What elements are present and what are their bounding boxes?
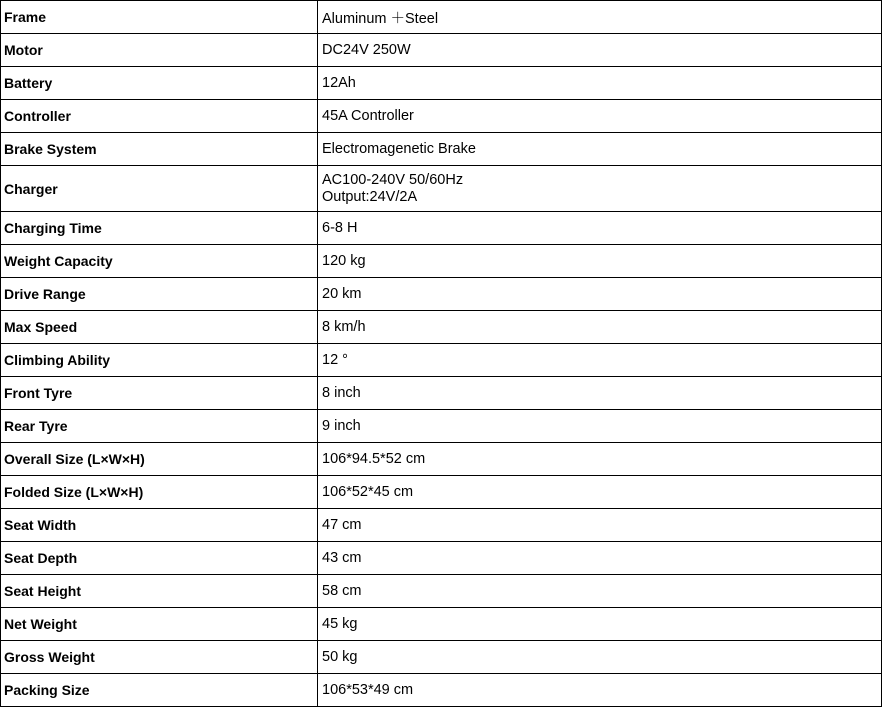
table-row-frame bbox=[1, 1, 882, 34]
spec-value: 106*94.5*52 cm bbox=[318, 443, 882, 476]
spec-label: Charger bbox=[1, 166, 318, 212]
table-row-folded-size bbox=[1, 476, 882, 509]
spec-value: DC24V 250W bbox=[318, 34, 882, 67]
spec-label: Brake System bbox=[1, 133, 318, 166]
spec-value: 106*53*49 cm bbox=[318, 674, 882, 707]
table-row-front-tyre bbox=[1, 377, 882, 410]
spec-label: Seat Height bbox=[1, 575, 318, 608]
spec-value: 45 kg bbox=[318, 608, 882, 641]
spec-value: 47 cm bbox=[318, 509, 882, 542]
table-row-motor bbox=[1, 34, 882, 67]
spec-label: Front Tyre bbox=[1, 377, 318, 410]
spec-value: 45A Controller bbox=[318, 100, 882, 133]
table-row-seat-width bbox=[1, 509, 882, 542]
table-row-climbing-ability bbox=[1, 344, 882, 377]
table-row-gross-weight bbox=[1, 641, 882, 674]
spec-value: 12Ah bbox=[318, 67, 882, 100]
table-row-brake-system bbox=[1, 133, 882, 166]
spec-value: 43 cm bbox=[318, 542, 882, 575]
spec-label: Climbing Ability bbox=[1, 344, 318, 377]
charger-output-line: Output:24V/2A bbox=[322, 188, 418, 205]
spec-value: Electromagenetic Brake bbox=[318, 133, 882, 166]
spec-value: Aluminum ＋Steel bbox=[318, 1, 882, 34]
table-row-net-weight bbox=[1, 608, 882, 641]
spec-label: Battery bbox=[1, 67, 318, 100]
table-row-packing-size bbox=[1, 674, 882, 707]
spec-value: 106*52*45 cm bbox=[318, 476, 882, 509]
table-row-battery bbox=[1, 67, 882, 100]
spec-value: 8 km/h bbox=[318, 311, 882, 344]
spec-label: Gross Weight bbox=[1, 641, 318, 674]
table-row-controller bbox=[1, 100, 882, 133]
table-row-drive-range bbox=[1, 278, 882, 311]
spec-value: 58 cm bbox=[318, 575, 882, 608]
spec-label: Controller bbox=[1, 100, 318, 133]
spec-label: Overall Size (L×W×H) bbox=[1, 443, 318, 476]
spec-label: Packing Size bbox=[1, 674, 318, 707]
spec-label: Folded Size (L×W×H) bbox=[1, 476, 318, 509]
table-row-seat-height bbox=[1, 575, 882, 608]
table-row-charger bbox=[1, 166, 882, 212]
spec-label: Max Speed bbox=[1, 311, 318, 344]
table-row-rear-tyre bbox=[1, 410, 882, 443]
spec-value: 9 inch bbox=[318, 410, 882, 443]
table-row-seat-depth bbox=[1, 542, 882, 575]
spec-label: Drive Range bbox=[1, 278, 318, 311]
table-row-charging-time bbox=[1, 212, 882, 245]
spec-value: 120 kg bbox=[318, 245, 882, 278]
spec-value: 50 kg bbox=[318, 641, 882, 674]
charger-input-line: AC100-240V 50/60Hz bbox=[322, 171, 464, 188]
spec-value: 20 km bbox=[318, 278, 882, 311]
spec-value: 8 inch bbox=[318, 377, 882, 410]
spec-value: 6-8 H bbox=[318, 212, 882, 245]
table-row-weight-capacity bbox=[1, 245, 882, 278]
spec-value bbox=[318, 166, 882, 212]
table-row-overall-size bbox=[1, 443, 882, 476]
spec-label: Frame bbox=[1, 1, 318, 34]
table-row-max-speed bbox=[1, 311, 882, 344]
spec-label: Charging Time bbox=[1, 212, 318, 245]
spec-label: Seat Depth bbox=[1, 542, 318, 575]
spec-label: Rear Tyre bbox=[1, 410, 318, 443]
spec-label: Weight Capacity bbox=[1, 245, 318, 278]
spec-label: Motor bbox=[1, 34, 318, 67]
spec-value: 12 ° bbox=[318, 344, 882, 377]
spec-label: Net Weight bbox=[1, 608, 318, 641]
spec-label: Seat Width bbox=[1, 509, 318, 542]
